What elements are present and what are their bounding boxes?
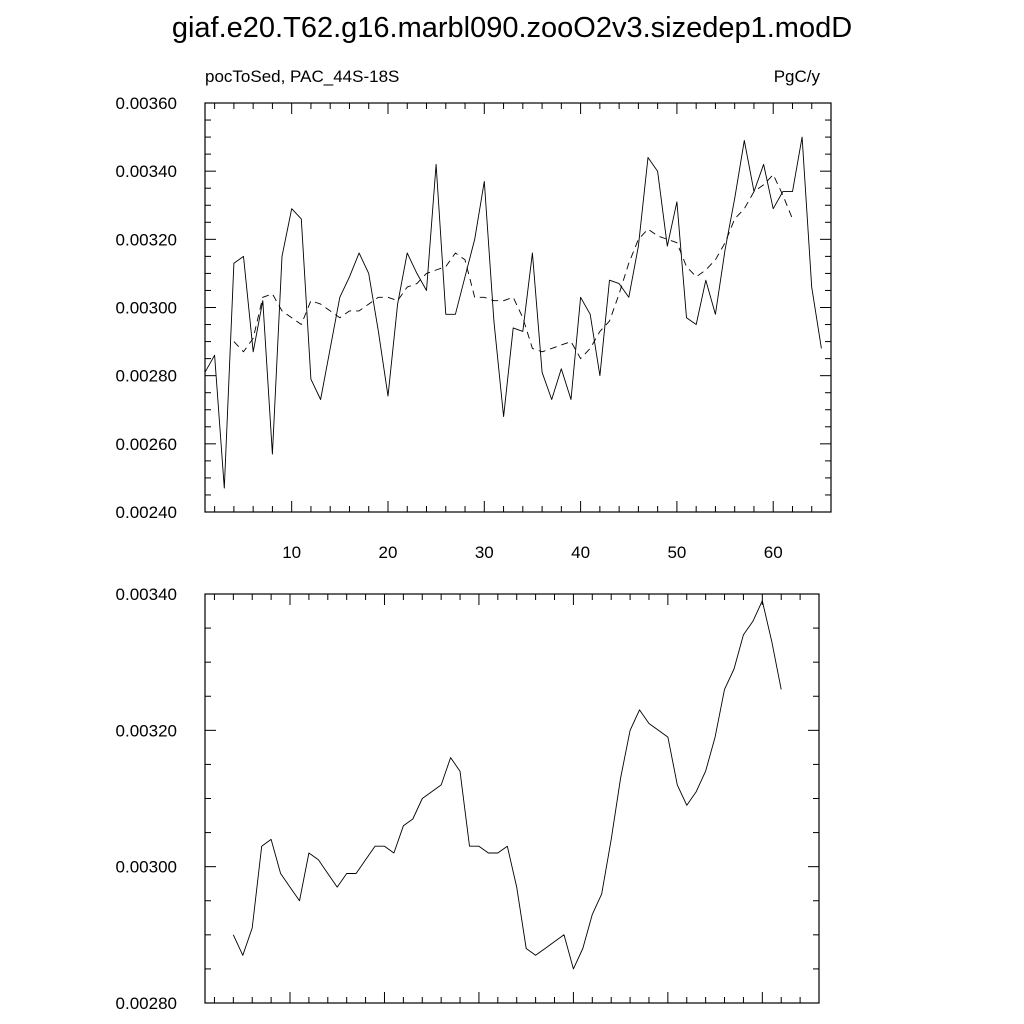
series-line-solid [205,137,821,488]
x-tick-label: 40 [571,543,591,562]
x-tick-label: 20 [378,543,398,562]
y-tick-label: 0.00300 [115,298,177,318]
y-tick-label: 0.00240 [115,503,177,522]
y-tick-label: 0.00360 [115,94,177,113]
y-tick-label: 0.00280 [115,994,177,1013]
y-tick-label: 0.00260 [115,434,177,454]
plot-frame [205,594,819,1003]
plot-frame [205,103,831,512]
y-tick-label: 0.00340 [115,162,177,182]
chart-title: giaf.e20.T62.g16.marbl090.zooO2v3.sizedep1.modD [171,12,853,44]
bottom-panel [116,585,819,1013]
y-tick-label: 0.00280 [115,366,177,386]
series-line-solid [233,601,781,969]
panel-units-label: PgC/y [773,67,820,86]
panel-left-label: pocToSed, PAC_44S-18S [205,67,400,86]
y-tick-label: 0.00320 [115,721,177,741]
x-tick-label: 30 [474,543,494,562]
top-panel [116,67,831,562]
x-tick-label: 60 [763,543,783,562]
x-tick-label: 10 [282,543,302,562]
y-tick-label: 0.00320 [115,230,177,250]
x-tick-label: 50 [667,543,687,562]
y-tick-label: 0.00300 [115,857,177,877]
y-tick-label: 0.00340 [115,585,177,604]
